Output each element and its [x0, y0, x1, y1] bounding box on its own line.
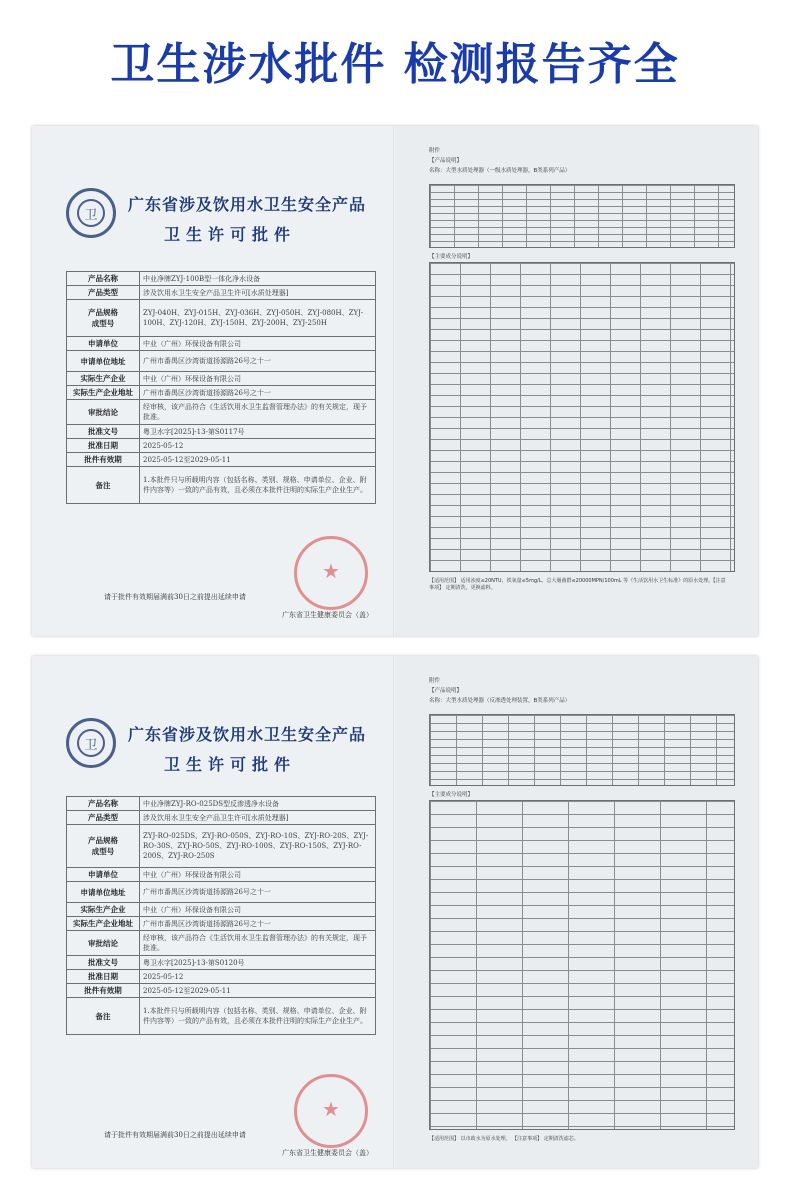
table-row: [67, 300, 376, 337]
table-row: [67, 386, 376, 400]
attachment-label: 附件: [429, 148, 441, 154]
field-value: 涉及饮用水卫生安全产品卫生许可[水质处理器]: [140, 286, 376, 300]
field-value: ZYJ-040H、ZYJ-015H、ZYJ-036H、ZYJ-050H、ZYJ-080H、ZYJ-100H、ZYJ-120H、ZYJ-150H、ZYJ-200H、ZYJ-250H: [140, 300, 376, 337]
table-row: [67, 286, 376, 300]
field-value: 粤卫水字[2025]-13-第S0117号: [140, 425, 376, 439]
certificate-spread-2: [32, 656, 758, 1168]
attachment-section-title: 【产品说明】: [429, 158, 463, 164]
attachment-label: 附件: [429, 678, 441, 684]
field-label: 实际生产企业地址: [67, 386, 140, 400]
table-row: [67, 439, 376, 453]
table-row: [67, 351, 376, 372]
spec-table: [429, 184, 735, 248]
table-row: [67, 337, 376, 351]
field-value: 粤卫水字[2025]-13-第S0120号: [140, 956, 376, 970]
field-label: 产品名称: [67, 797, 140, 811]
field-value: 中业（广州）环保设备有限公司: [140, 903, 376, 917]
field-value: 1.本批件只与所载明内容（包括名称、类别、规格、申请单位、企业、附件内容等）一致的产品有效，且必须在本批件注明的实际生产企业生产。: [140, 998, 376, 1035]
field-value: 涉及饮用水卫生安全产品卫生许可[水质处理器]: [140, 811, 376, 825]
field-label: 申请单位: [67, 868, 140, 882]
table-row: [67, 425, 376, 439]
field-label: 实际生产企业: [67, 372, 140, 386]
field-label: 批准文号: [67, 425, 140, 439]
attachment-notes: 【适用范围】 适用浊度≤20NTU、铁氧量≤5mg/L、总大肠菌群≤20000MPN/100mL 等《生活饮用水卫生标准》的原水处理。【注意事项】 定期清洗，更换滤料。: [429, 578, 726, 591]
certificate-title: 广东省涉及饮用水卫生安全产品: [128, 195, 367, 214]
field-value: 中业（广州）环保设备有限公司: [140, 372, 376, 386]
field-label: 批准文号: [67, 956, 140, 970]
official-seal-icon: ★: [294, 536, 368, 610]
field-value: 2025-05-12至2029-05-11: [140, 984, 376, 998]
field-label: 批件有效期: [67, 984, 140, 998]
field-value: 1.本批件只与所载明内容（包括名称、类别、规格、申请单位、企业、附件内容等）一致的产品有效，且必须在本批件注明的实际生产企业生产。: [140, 467, 376, 504]
field-label: 备注: [67, 467, 140, 504]
certificate-spread-1: [32, 126, 758, 636]
field-label: 备注: [67, 998, 140, 1035]
page-headline: 卫生涉水批件 检测报告齐全: [110, 39, 680, 90]
field-value: 中业净牌ZYJ-100B型一体化净水设备: [140, 272, 376, 286]
health-emblem-icon: 卫: [66, 188, 116, 238]
field-value: 中业（广州）环保设备有限公司: [140, 337, 376, 351]
field-label: 审批结论: [67, 931, 140, 956]
attachment-notes: 【适用范围】 以市政水为原水处理。 【注意事项】 定期清洗滤芯。: [429, 1136, 579, 1142]
table-row: [67, 998, 376, 1035]
attachment-section-title: 【产品说明】: [429, 688, 463, 694]
table-row: [67, 797, 376, 811]
table-row: [67, 984, 376, 998]
table-row: [67, 400, 376, 425]
field-label: 实际生产企业地址: [67, 917, 140, 931]
field-value: 中业（广州）环保设备有限公司: [140, 868, 376, 882]
field-value: 经审核，该产品符合《生活饮用水卫生监督管理办法》的有关规定，现予批准。: [140, 931, 376, 956]
table-row: [67, 903, 376, 917]
certificate-subtitle: 卫生许可批件: [164, 225, 297, 244]
field-value: 中业净牌ZYJ-RO-025DS型反渗透净水设备: [140, 797, 376, 811]
table-row: [67, 453, 376, 467]
table-row: [67, 811, 376, 825]
attachment-page: [395, 126, 758, 636]
certificate-page: [32, 656, 395, 1168]
spec-table: [429, 714, 735, 786]
field-label: 申请单位: [67, 337, 140, 351]
field-value: 2025-05-12: [140, 439, 376, 453]
issuer-name: 广东省卫生健康委员会（盖）: [282, 1149, 373, 1157]
certificate-subtitle: 卫生许可批件: [164, 755, 297, 774]
field-value: 广州市番禺区沙湾街道扬源路26号之十一: [140, 917, 376, 931]
field-label: 申请单位地址: [67, 882, 140, 903]
attachment-section-title: 【主要成分说明】: [429, 254, 474, 260]
field-value: 2025-05-12至2029-05-11: [140, 453, 376, 467]
table-row: [67, 956, 376, 970]
field-label: 审批结论: [67, 400, 140, 425]
table-row: [67, 825, 376, 868]
field-label: 产品规格 成型号: [67, 300, 140, 337]
field-value: 2025-05-12: [140, 970, 376, 984]
field-label: 实际生产企业: [67, 903, 140, 917]
field-value: 广州市番禺区沙湾街道扬源路26号之十一: [140, 386, 376, 400]
certificate-page: [32, 126, 395, 636]
renewal-note: 请于批件有效期届满前30日之前提出延续申请: [104, 1131, 246, 1139]
issuer-name: 广东省卫生健康委员会（盖）: [282, 611, 373, 619]
table-row: [67, 917, 376, 931]
component-table: [429, 262, 735, 572]
field-value: 经审核，该产品符合《生活饮用水卫生监督管理办法》的有关规定，现予批准。: [140, 400, 376, 425]
attachment-section-title: 【主要成分说明】: [429, 792, 474, 798]
field-label: 产品类型: [67, 286, 140, 300]
attachment-product-name: 名称：大型水质处理器（一级水质处理器，B类系列产品）: [429, 168, 571, 174]
health-emblem-icon: 卫: [66, 718, 116, 768]
table-row: [67, 931, 376, 956]
table-row: [67, 882, 376, 903]
field-value: ZYJ-RO-025DS、ZYJ-RO-050S、ZYJ-RO-10S、ZYJ-RO-20S、ZYJ-RO-30S、ZYJ-RO-50S、ZYJ-RO-100S、ZYJ-RO-150S、ZYJ-RO-200S、ZYJ-RO-250S: [140, 825, 376, 868]
certificate-title: 广东省涉及饮用水卫生安全产品: [128, 725, 367, 744]
renewal-note: 请于批件有效期届满前30日之前提出延续申请: [104, 593, 246, 601]
official-seal-icon: ★: [294, 1074, 368, 1148]
field-value: 广州市番禺区沙湾街道扬源路26号之十一: [140, 351, 376, 372]
table-row: [67, 467, 376, 504]
field-label: 批准日期: [67, 439, 140, 453]
component-table: [429, 800, 735, 1130]
field-label: 批件有效期: [67, 453, 140, 467]
field-label: 产品规格 成型号: [67, 825, 140, 868]
certificate-table: [66, 796, 376, 1035]
certificate-table: [66, 271, 376, 504]
field-label: 批准日期: [67, 970, 140, 984]
table-row: [67, 868, 376, 882]
field-label: 产品名称: [67, 272, 140, 286]
table-row: [67, 272, 376, 286]
field-label: 产品类型: [67, 811, 140, 825]
table-row: [67, 372, 376, 386]
table-row: [67, 970, 376, 984]
attachment-product-name: 名称：大型水质处理器（反渗透处理装置，B类系列产品）: [429, 698, 571, 704]
field-value: 广州市番禺区沙湾街道扬源路26号之十一: [140, 882, 376, 903]
field-label: 申请单位地址: [67, 351, 140, 372]
attachment-page: [395, 656, 758, 1168]
